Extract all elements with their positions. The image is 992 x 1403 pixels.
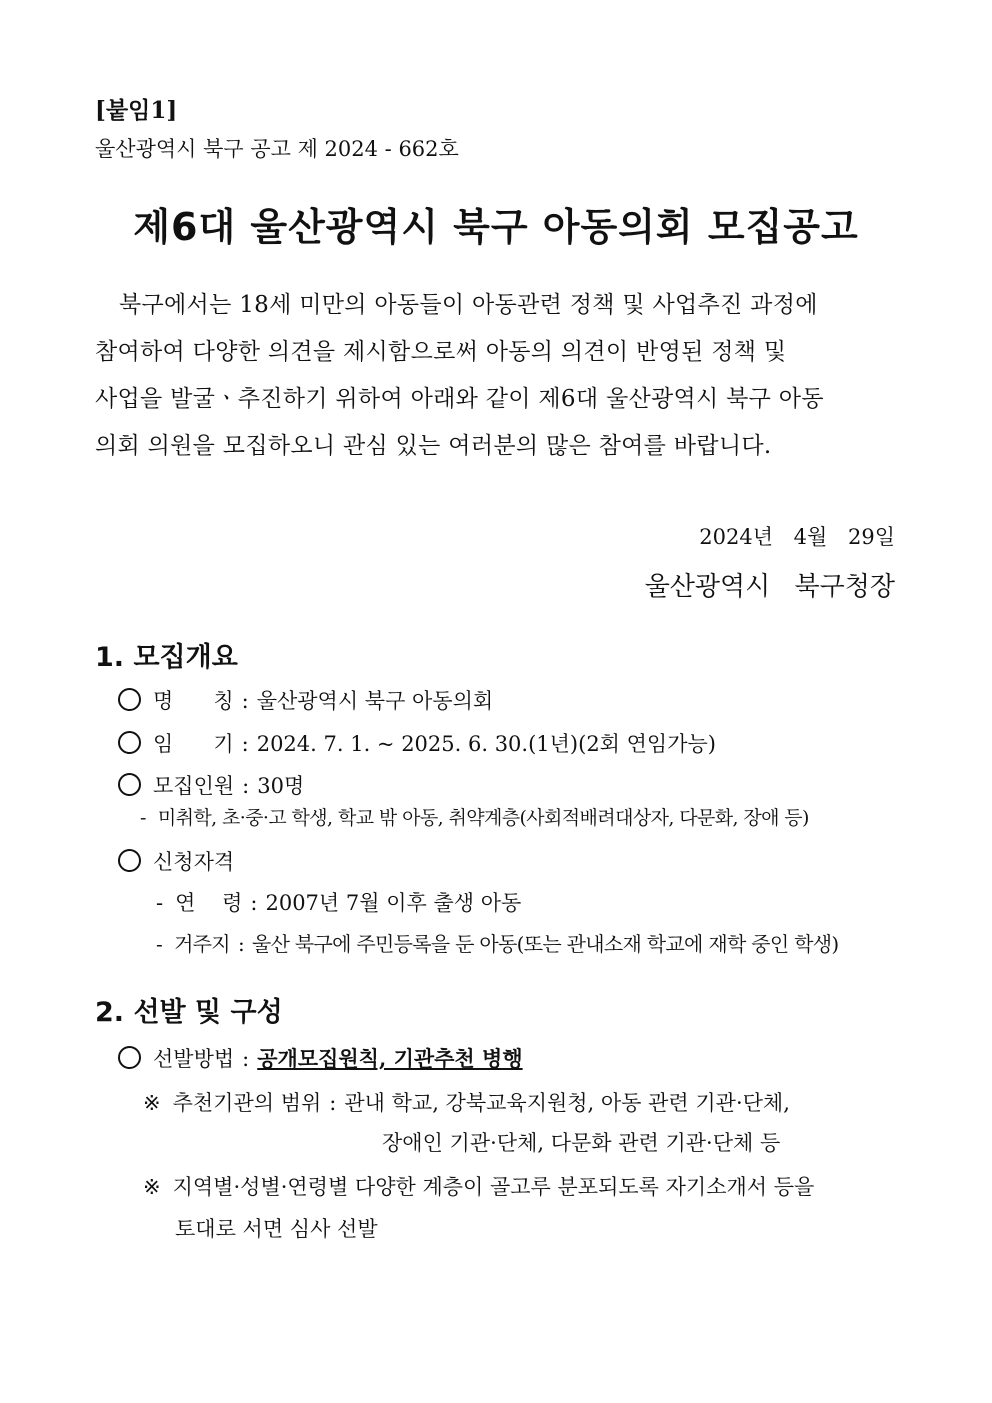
intro-line-1: 북구에서는 18세 미만의 아동들이 아동관련 정책 및 사업추진 과정에 — [119, 292, 818, 318]
note-mark-icon: ※ — [143, 1091, 161, 1115]
intro-line-3: 사업을 발굴ㆍ추진하기 위하여 아래와 같이 제6대 울산광역시 북구 아동 — [95, 386, 824, 412]
item-value: 2007년 7월 이후 출생 아동 — [265, 891, 522, 915]
note-text: 지역별·성별·연령별 다양한 계층이 골고루 분포되도록 자기소개서 등을 — [172, 1175, 815, 1199]
section-2-title: 2. 선발 및 구성 — [95, 997, 283, 1028]
item-label: 신청자격 — [153, 850, 235, 874]
attachment-label: [붙임1] — [95, 97, 178, 124]
colon: : — [241, 732, 249, 756]
intro-line-2: 참여하여 다양한 의견을 제시함으로써 아동의 의견이 반영된 정책 및 — [95, 339, 787, 365]
note-selection-line-2: 토대로 서면 심사 선발 — [175, 1217, 378, 1241]
circle-bullet-icon — [118, 773, 141, 796]
dash: - — [156, 932, 163, 956]
circle-bullet-icon — [118, 1046, 141, 1069]
note-recommend-line-2: 장애인 기관·단체, 다문화 관련 기관·단체 등 — [382, 1131, 781, 1155]
note-text: 관내 학교, 강북교육지원청, 아동 관련 기관·단체, — [344, 1091, 790, 1115]
colon: : — [241, 689, 249, 713]
colon: : — [250, 891, 258, 915]
item-selection-method — [118, 1043, 523, 1073]
note-label: 추천기관의 범위 — [172, 1091, 322, 1115]
item-age — [156, 887, 521, 917]
item-value: 울산광역시 북구 아동의회 — [256, 689, 494, 713]
note-mark-icon: ※ — [143, 1175, 161, 1199]
item-value: 공개모집원칙, 기관추천 병행 — [257, 1046, 523, 1071]
intro-line-4: 의회 의원을 모집하오니 관심 있는 여러분의 많은 참여를 바랍니다. — [95, 433, 772, 459]
dash: - — [156, 891, 164, 915]
colon: : — [242, 774, 250, 798]
item-count-note — [140, 803, 809, 830]
item-term — [118, 728, 716, 758]
page-title: 제6대 울산광역시 북구 아동의회 모집공고 — [133, 205, 859, 249]
item-label: 임 기 — [153, 732, 234, 756]
note-recommend-line-1 — [143, 1087, 790, 1117]
colon: : — [329, 1091, 337, 1115]
item-count — [118, 770, 304, 800]
issuer-name: 울산광역시 북구청장 — [644, 572, 895, 602]
item-residence — [156, 928, 838, 957]
item-value: 울산 북구에 주민등록을 둔 아동(또는 관내소재 학교에 재학 중인 학생) — [251, 932, 839, 956]
item-value: 30명 — [257, 774, 305, 798]
colon: : — [237, 932, 244, 956]
item-label: 명 칭 — [153, 689, 234, 713]
notice-date: 2024년 4월 29일 — [699, 525, 895, 549]
circle-bullet-icon — [118, 731, 141, 754]
dash: - — [140, 807, 146, 829]
item-label: 모집인원 — [153, 774, 235, 798]
section-1-title: 1. 모집개요 — [95, 642, 238, 673]
item-label: 연 령 — [175, 891, 243, 915]
item-value: 2024. 7. 1. ~ 2025. 6. 30.(1년)(2회 연임가능) — [256, 732, 716, 756]
note-text: 미취학, 초·중·고 학생, 학교 밖 아동, 취약계층(사회적배려대상자, 다문화, 장애 등) — [157, 807, 809, 829]
circle-bullet-icon — [118, 849, 141, 872]
colon: : — [242, 1047, 250, 1071]
item-label: 선발방법 — [153, 1047, 235, 1071]
circle-bullet-icon — [118, 688, 141, 711]
item-name — [118, 685, 493, 715]
item-qualification — [118, 846, 234, 876]
item-label: 거주지 — [174, 932, 230, 956]
note-selection-line-1 — [143, 1171, 814, 1201]
notice-number: 울산광역시 북구 공고 제 2024 - 662호 — [95, 137, 459, 161]
